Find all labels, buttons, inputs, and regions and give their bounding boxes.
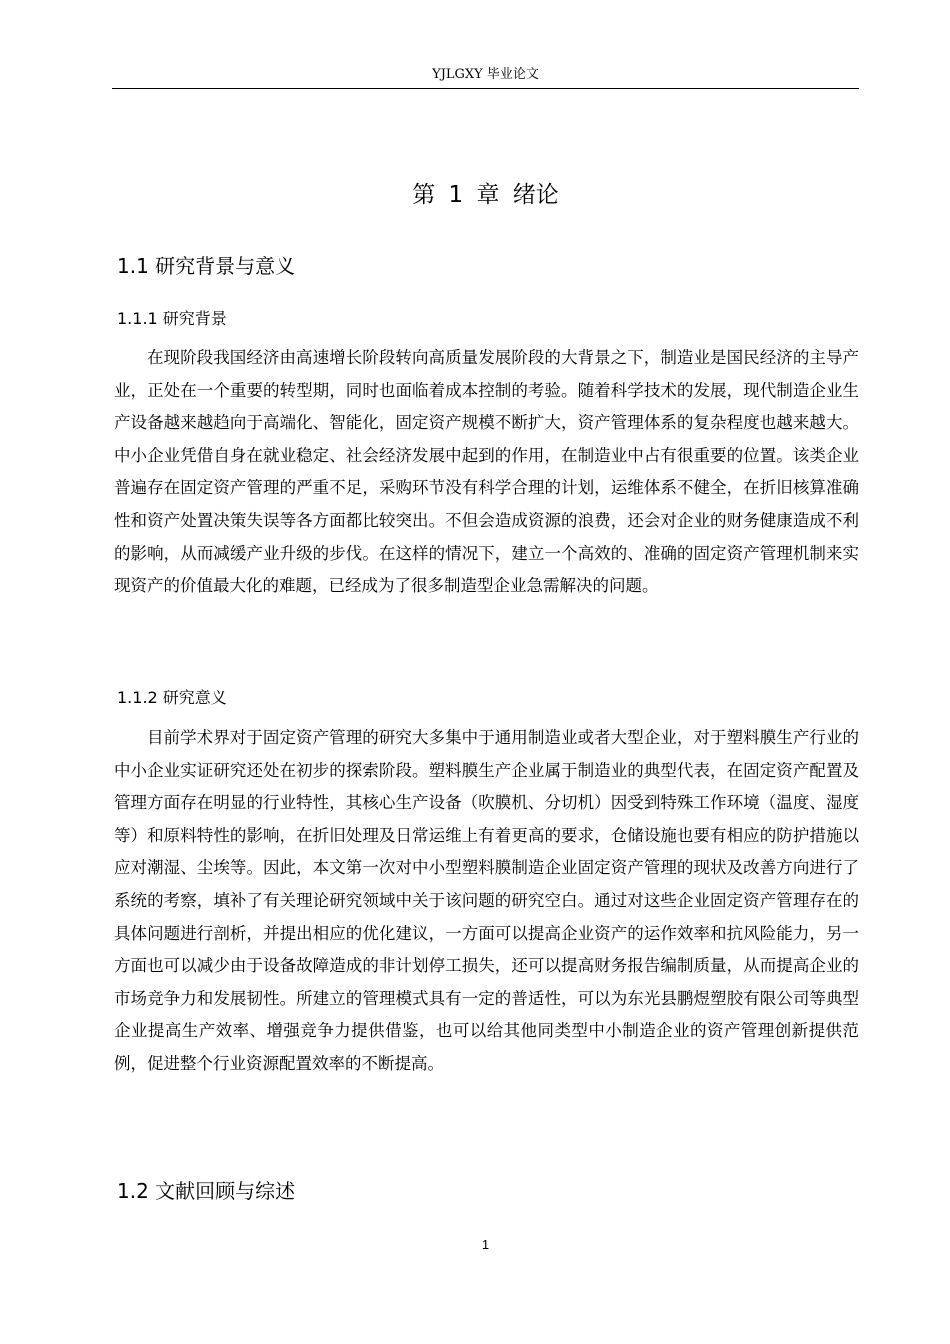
page-number: 1 xyxy=(481,1237,490,1252)
chapter-title: 第 1 章 绪论 xyxy=(412,182,559,208)
section-heading-1-2: 1.2 文献回顾与综述 xyxy=(117,1179,296,1203)
section-heading-1-1: 1.1 研究背景与意义 xyxy=(117,254,296,278)
running-header: YJLGXY 毕业论文 xyxy=(432,67,539,82)
subsection-heading-1-1-2: 1.1.2 研究意义 xyxy=(117,688,227,707)
header-rule xyxy=(112,88,859,89)
paragraph-research-background: 在现阶段我国经济由高速增长阶段转向高质量发展阶段的大背景之下，制造业是国民经济的主导产业，正处在一个重要的转型期，同时也面临着成本控制的考验。随着科学技术的发展，现代制造企业生产设备越来越趋向于高端化、智能化，固定资产规模不断扩大，资产管理体系的复杂程度也越来越大。中小企业凭借自身在就业稳定、社会经济发展中起到的作用，在制造业中占有很重要的位置。该类企业普遍存在固定资产管理的严重不足，采购环节没有科学合理的计划，运维体系不健全，在折旧核算准确性和资产处置决策失误等各方面都比较突出。不但会造成资源的浪费，还会对企业的财务健康造成不利的影响，从而减缓产业升级的步伐。在这样的情况下，建立一个高效的、准确的固定资产管理机制来实现资产的价值最大化的难题，已经成为了很多制造型企业急需解决的问题。 xyxy=(114,348,859,596)
paragraph-research-significance: 目前学术界对于固定资产管理的研究大多集中于通用制造业或者大型企业，对于塑料膜生产行业的中小企业实证研究还处在初步的探索阶段。塑料膜生产企业属于制造业的典型代表，在固定资产配置及管理方面存在明显的行业特性，其核心生产设备（吹膜机、分切机）因受到特殊工作环境（温度、湿度等）和原料特性的影响，在折旧处理及日常运维上有着更高的要求，仓储设施也要有相应的防护措施以应对潮湿、尘埃等。因此，本文第一次对中小型塑料膜制造企业固定资产管理的现状及改善方向进行了系统的考察，填补了有关理论研究领域中关于该问题的研究空白。通过对这些企业固定资产管理存在的具体问题进行剖析，并提出相应的优化建议，一方面可以提高企业资产的运作效率和抗风险能力，另一方面也可以减少由于设备故障造成的非计划停工损失，还可以提高财务报告编制质量，从而提高企业的市场竞争力和发展韧性。所建立的管理模式具有一定的普适性，可以为东光县鹏煜塑胶有限公司等典型企业提高生产效率、增强竞争力提供借鉴，也可以给其他同类型中小制造企业的资产管理创新提供范例，促进整个行业资源配置效率的不断提高。 xyxy=(114,728,859,1073)
subsection-heading-1-1-1: 1.1.1 研究背景 xyxy=(117,309,227,328)
